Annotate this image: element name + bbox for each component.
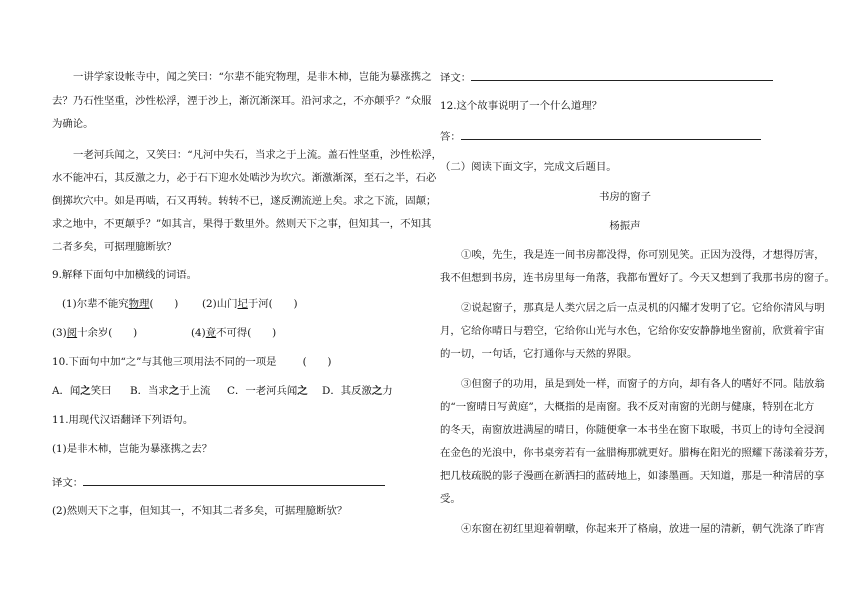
passage-line: 去？乃石性坚重，沙性松浮，湮于沙上，渐沉渐深耳。沿河求之，不亦颠乎？”众服 — [52, 95, 432, 107]
article-line: 把几枝疏脱的影子漫画在新洒扫的蓝砖地上，如漆墨画。天知道，那是一种清居的享 — [440, 470, 825, 482]
article-line: 月，它给你晴日与碧空，它给你山光与水色，它给你安安静静地坐窗前，欣赏着宇宙 — [440, 325, 825, 337]
article-line: 的“一窗晴日写黄庭”，大概指的是南窗。我不反对南窗的光朗与健康，特别在北方 — [440, 401, 815, 413]
passage-line: 一讲学家设帐寺中，闻之笑曰：“尔辈不能究物理，是非木柿，岂能为暴涨携之 — [73, 71, 432, 83]
section-heading: （二）阅读下面文字，完成文后题目。 — [440, 161, 617, 173]
question-11-item-1: (1)是非木柿，岂能为暴涨携之去？ — [52, 443, 213, 455]
passage-line: 一老河兵闻之，又笑曰：“凡河中失石，当求之于上流。盖石性坚重，沙性松浮， — [73, 149, 442, 161]
question-9-item-1: (1)尔辈不能究物理( ) — [62, 298, 179, 310]
translation-line-2: 译文： — [440, 70, 773, 85]
passage-line: 水不能冲石，其反激之力，必于石下迎水处啮沙为坎穴。渐激渐深，至石之半，石必 — [52, 172, 437, 184]
article-line: ③但窗子的功用，虽是到处一样，而窗子的方向，却有各人的嗜好不同。陆放翁 — [461, 378, 825, 390]
answer-blank[interactable] — [83, 475, 385, 486]
question-10-option-c: C．一老河兵闻之 — [227, 385, 308, 397]
answer-blank[interactable] — [461, 129, 761, 140]
question-11-item-2: (2)然则天下之事，但知其一，不知其二者多矣，可据理臆断欤？ — [52, 505, 348, 517]
answer-blank[interactable] — [471, 70, 773, 81]
article-title: 书房的窗子 — [599, 191, 651, 203]
passage-line: 二者多矣，可据理臆断欤？ — [52, 241, 177, 253]
passage-line: 倒掷坎穴中。如是再啮，石又再转。转转不已，遂反溯流逆上矣。求之下流，固颠； — [52, 195, 437, 207]
article-author: 杨振声 — [609, 220, 641, 232]
article-line: 受。 — [440, 493, 461, 505]
article-line: ①唉，先生，我是连一间书房都没得，你可别见笑。正因为没得，才想得厉害， — [461, 249, 825, 261]
question-9-item-2: (2)山门圮于河( ) — [202, 298, 298, 310]
question-12: 12.这个故事说明了一个什么道理？ — [440, 100, 602, 112]
question-10-option-d: D．其反激之力 — [322, 385, 393, 397]
passage-line: 求之地中，不更颠乎？”如其言，果得于数里外。然则天下之事，但知其一，不知其 — [52, 218, 432, 230]
question-10-option-b: B．当求之于上流 — [130, 385, 211, 397]
article-line: 的冬天，南窗放进满屋的晴日，你随便拿一本书坐在窗下取暖，书页上的诗句全浸润 — [440, 424, 825, 436]
article-line: 我不但想到书房，连书房里每一角落，我都布置好了。今天又想到了我那书房的窗子。 — [440, 272, 835, 284]
question-9-item-3: (3)阅十余岁( ) — [52, 327, 138, 339]
question-9-item-4: (4)竟不可得( ) — [191, 327, 277, 339]
article-line: 的一切，一句话，它打通你与天然的界限。 — [440, 348, 638, 360]
translation-line-1: 译文： — [52, 475, 385, 490]
question-11: 11.用现代汉语翻译下列语句。 — [52, 414, 194, 426]
question-9: 9.解释下面句中加横线的词语。 — [52, 269, 197, 281]
article-line: ②说起窗子，那真是人类穴居之后一点灵机的闪耀才发明了它。它给你清风与明 — [461, 302, 825, 314]
article-line: ④东窗在初红里迎着朝暾，你起来开了格扇，放进一屋的清新，朝气洗涤了昨宵 — [461, 523, 825, 535]
question-10-option-a: A．闻之笑曰 — [52, 385, 112, 397]
answer-line: 答： — [440, 129, 761, 144]
article-line: 在金色的光浪中，你书桌旁若有一盆腊梅那就更好。腊梅在阳光的照耀下荡漾着芬芳， — [440, 447, 835, 459]
question-10: 10.下面句中加“之”与其他三项用法不同的一项是 ( ) — [52, 356, 332, 368]
passage-line: 为确论。 — [52, 118, 94, 130]
